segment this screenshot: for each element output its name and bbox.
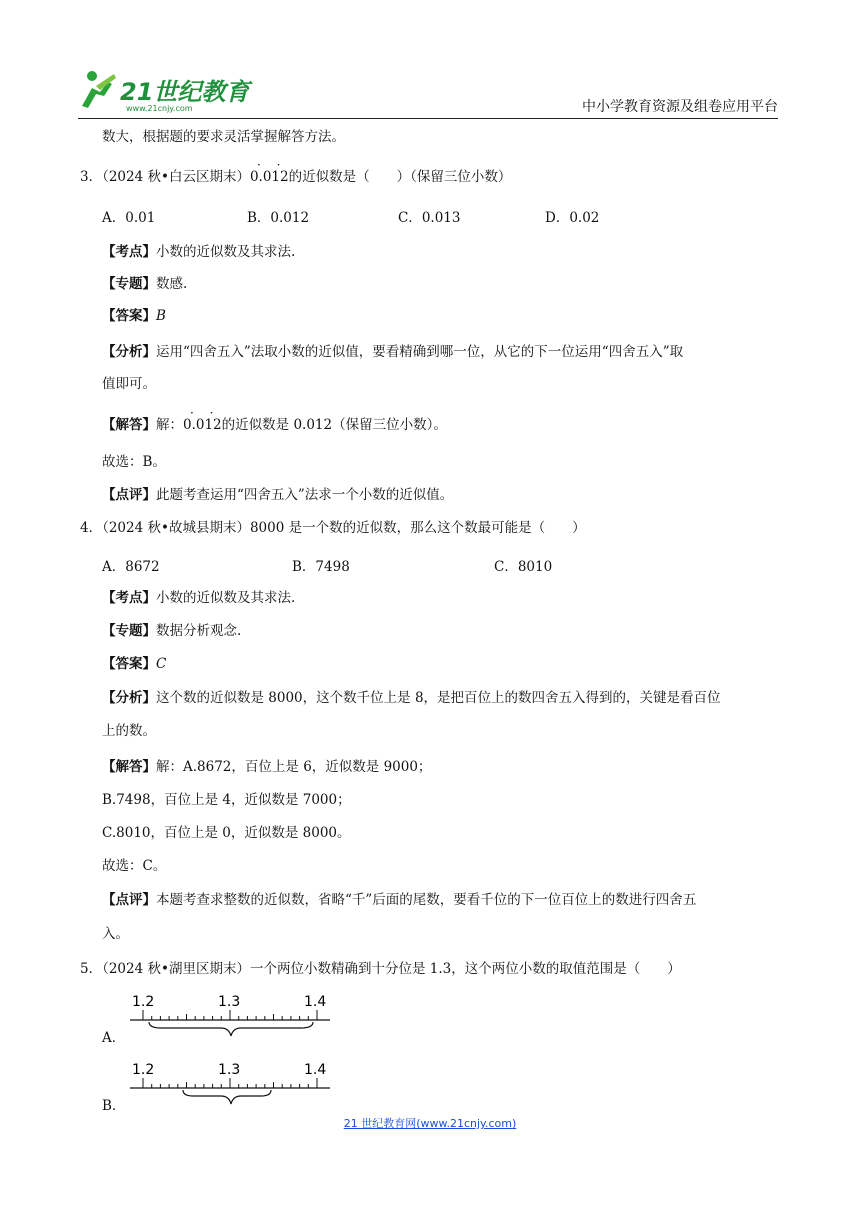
q5-option-a[interactable]: A． xyxy=(102,1030,126,1046)
brace-a xyxy=(149,1022,313,1036)
q4-solution: 【解答】解：A.8672，百位上是 6，近似数是 9000； xyxy=(102,759,432,775)
logo-21cnjy xyxy=(78,66,258,114)
svg-text:www.21cnjy.com: www.21cnjy.com xyxy=(126,104,193,113)
q5-stem: 5．（2024 秋•湖里区期末）一个两位小数精确到十分位是 1.3，这个两位小数的取值范围是（ ） xyxy=(80,961,681,977)
svg-text:1.3: 1.3 xyxy=(218,994,241,1010)
svg-text:1.2: 1.2 xyxy=(132,1062,155,1078)
q4-kaodian: 【考点】小数的近似数及其求法. xyxy=(102,590,296,606)
q4-comment: 【点评】本题考查求整数的近似数，省略“千”后面的尾数，要看千位的下一位百位上的数进行四舍五 xyxy=(102,892,697,908)
header-divider xyxy=(78,118,778,119)
page-header xyxy=(78,66,778,120)
q3-option-b[interactable]: B．0.012 xyxy=(247,210,310,226)
svg-text:1.3: 1.3 xyxy=(218,1062,241,1078)
q4-option-c[interactable]: C．8010 xyxy=(494,559,553,575)
q3-kaodian: 【考点】小数的近似数及其求法. xyxy=(102,244,296,260)
footer xyxy=(0,1115,860,1131)
q4-option-b[interactable]: B．7498 xyxy=(292,559,350,575)
q4-answer: 【答案】C xyxy=(102,656,167,672)
q4-comment-cont: 入。 xyxy=(102,926,129,942)
svg-text:1.2: 1.2 xyxy=(132,994,155,1010)
q4-solution-c: C.8010，百位上是 0，近似数是 8000。 xyxy=(102,825,351,841)
q4-analysis: 【分析】这个数的近似数是 8000，这个数千位上是 8，是把百位上的数四舍五入得到的，关键是看百位 xyxy=(102,690,721,706)
q3-repeating-decimal: · · 0.012 xyxy=(249,158,289,185)
q3-solution-repeating-decimal: · · 0.012 xyxy=(183,406,222,433)
q3-comment: 【点评】此题考查运用“四舍五入”法求一个小数的近似值。 xyxy=(102,487,454,503)
q3-option-c[interactable]: C．0.013 xyxy=(398,210,461,226)
q3-stem: 3．（2024 秋•白云区期末） · · 0.012的近似数是（ ）（保留三位小数） xyxy=(80,158,512,185)
footer-link[interactable]: 21 世纪教育网(www.21cnjy.com) xyxy=(343,1117,517,1130)
q3-option-d[interactable]: D．0.02 xyxy=(545,210,600,226)
q4-solution-b: B.7498，百位上是 4，近似数是 7000； xyxy=(102,792,351,808)
q3-analysis-cont: 值即可。 xyxy=(102,376,156,392)
q4-option-a[interactable]: A．8672 xyxy=(102,559,160,575)
svg-text:1.4: 1.4 xyxy=(304,994,327,1010)
svg-text:21世纪教育: 21世纪教育 xyxy=(120,78,250,106)
q4-zhuanti: 【专题】数据分析观念. xyxy=(102,623,242,639)
q3-answer: 【答案】B xyxy=(102,308,166,324)
q4-choice: 故选：C。 xyxy=(102,858,167,874)
q5-option-b[interactable]: B． xyxy=(102,1098,126,1114)
q3-choice: 故选：B。 xyxy=(102,454,166,470)
q4-stem: 4．（2024 秋•故城县期末）8000 是一个数的近似数，那么这个数最可能是（ ） xyxy=(80,520,586,536)
q3-analysis: 【分析】运用“四舍五入”法取小数的近似值，要看精确到哪一位，从它的下一位运用“四舍五入”取 xyxy=(102,344,684,360)
q5-number-line-a xyxy=(125,990,335,1046)
q3-zhuanti: 【专题】数感. xyxy=(102,276,188,292)
q3-option-a[interactable]: A．0.01 xyxy=(102,210,156,226)
brace-b xyxy=(183,1090,271,1104)
q5-number-line-b xyxy=(125,1058,335,1114)
q4-analysis-cont: 上的数。 xyxy=(102,723,156,739)
site-name: 中小学教育资源及组卷应用平台 xyxy=(582,99,778,115)
svg-text:1.4: 1.4 xyxy=(304,1062,327,1078)
previous-text-tail: 数大，根据题的要求灵活掌握解答方法。 xyxy=(102,129,345,145)
q3-solution: 【解答】解： · · 0.012的近似数是 0.012（保留三位小数）。 xyxy=(102,406,447,433)
